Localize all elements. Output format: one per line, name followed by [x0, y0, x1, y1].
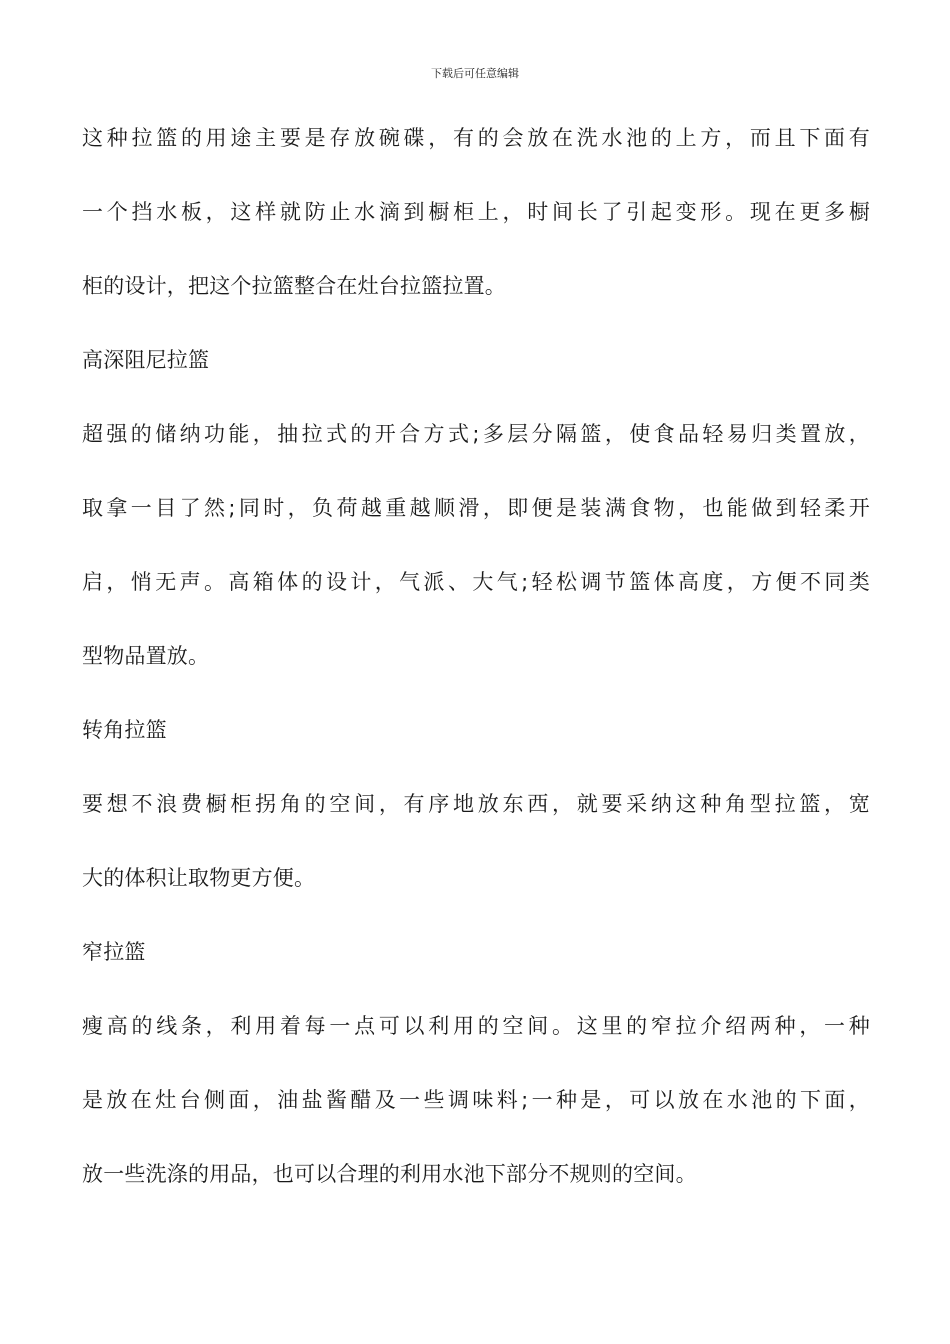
paragraph-line: 这种拉篮的用途主要是存放碗碟，有的会放在洗水池的上方，而且下面有 — [82, 126, 870, 150]
page-header: 下载后可任意编辑 — [431, 67, 519, 80]
paragraph-line: 瘦高的线条，利用着每一点可以利用的空间。这里的窄拉介绍两种，一种 — [82, 1014, 870, 1038]
paragraph-line: 一个挡水板，这样就防止水滴到橱柜上，时间长了引起变形。现在更多橱 — [82, 200, 870, 224]
section-heading: 窄拉篮 — [82, 940, 146, 964]
paragraph-line: 取拿一目了然;同时，负荷越重越顺滑，即便是装满食物，也能做到轻柔开 — [82, 496, 870, 520]
paragraph-line: 启，悄无声。高箱体的设计，气派、大气;轻松调节篮体高度，方便不同类 — [82, 570, 870, 594]
paragraph-line: 是放在灶台侧面，油盐酱醋及一些调味料;一种是，可以放在水池的下面， — [82, 1088, 870, 1112]
section-heading: 转角拉篮 — [82, 718, 167, 742]
paragraph-line: 放一些洗涤的用品，也可以合理的利用水池下部分不规则的空间。 — [82, 1162, 697, 1186]
section-heading: 高深阻尼拉篮 — [82, 348, 210, 372]
paragraph-line: 型物品置放。 — [82, 644, 210, 668]
paragraph-line: 大的体积让取物更方便。 — [82, 866, 316, 890]
paragraph-line: 柜的设计，把这个拉篮整合在灶台拉篮拉置。 — [82, 274, 506, 298]
document-body — [82, 116, 870, 1226]
paragraph-line: 超强的储纳功能，抽拉式的开合方式;多层分隔篮，使食品轻易归类置放， — [82, 422, 870, 446]
paragraph-line: 要想不浪费橱柜拐角的空间，有序地放东西，就要采纳这种角型拉篮，宽 — [82, 792, 870, 816]
